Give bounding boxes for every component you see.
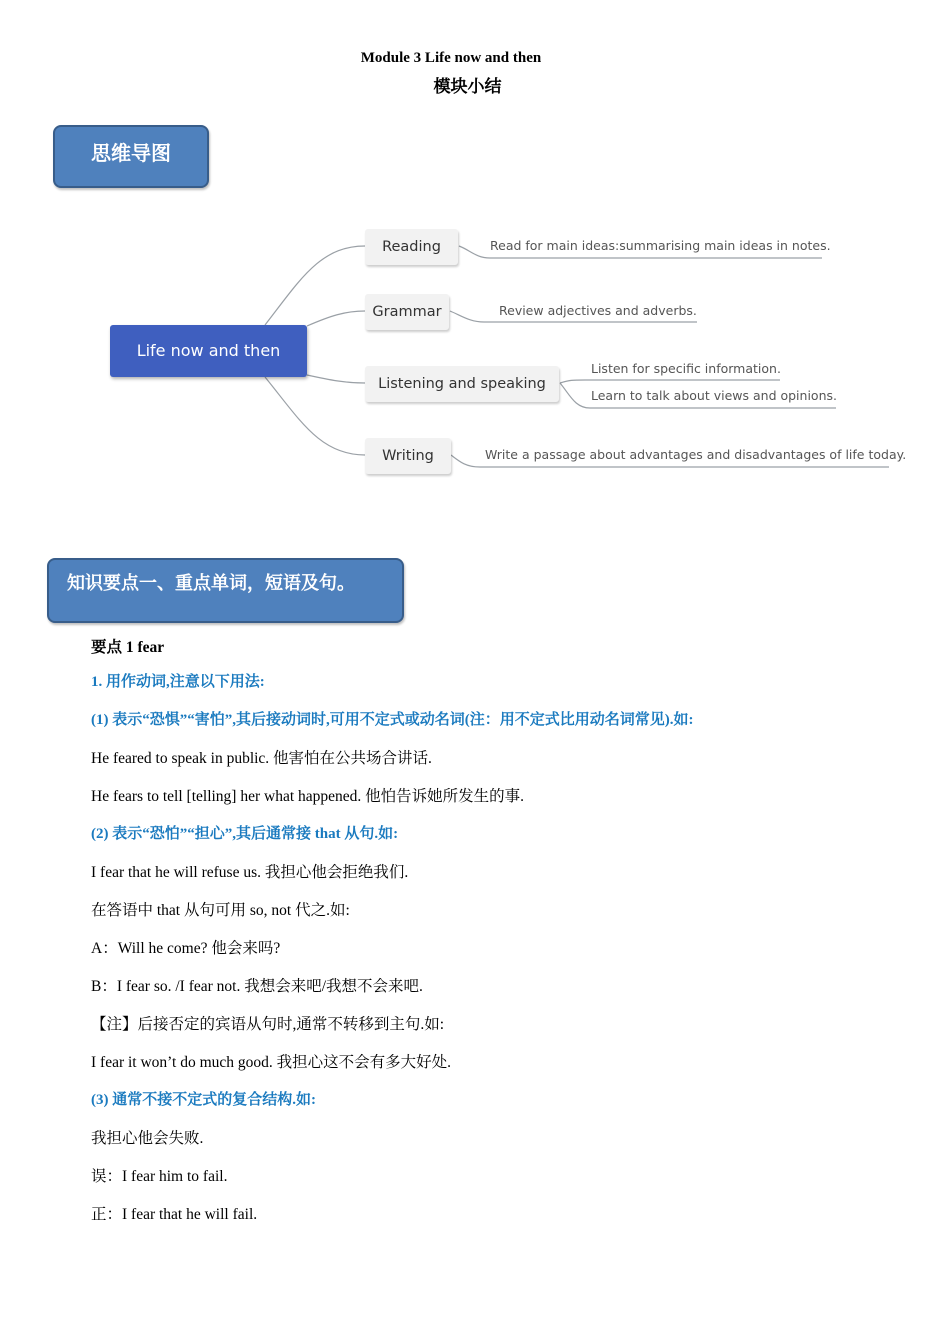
mindmap-leaf-speaking: Learn to talk about views and opinions. [591,388,837,403]
correct-example: 正：I fear that he will fail. [91,1206,258,1223]
mindmap-node-reading: Reading [365,229,458,265]
mindmap-node-grammar: Grammar [365,294,449,330]
document-title: Module 3 Life now and then [360,50,542,66]
usage-3-heading: (3) 通常不接不定式的复合结构.如: [91,1092,316,1108]
mindmap-leaf-grammar: Review adjectives and adverbs. [499,303,697,318]
section-heading-key-points: 知识要点一、重点单词，短语及句。 [47,558,404,623]
mindmap-node-listening-speaking: Listening and speaking [365,366,559,402]
example-line: He feared to speak in public. 他害怕在公共场合讲话. [91,750,432,767]
mindmap-root: Life now and then [110,325,307,377]
document-subtitle: 模块小结 [433,77,502,97]
usage-2-heading: (2) 表示“恐怕”“担心”,其后通常接 that 从句.如: [91,826,399,842]
mindmap-leaf-listening: Listen for specific information. [591,361,781,376]
mindmap-node-writing: Writing [365,438,451,474]
note-line: 在答语中 that 从句可用 so, not 代之.如: [91,902,350,919]
example-line: I fear it won’t do much good. 我担心这不会有多大好处. [91,1054,452,1071]
example-line: I fear that he will refuse us. 我担心他会拒绝我们. [91,864,409,881]
example-line: 我担心他会失败. [91,1130,204,1147]
usage-heading: 1. 用作动词,注意以下用法: [91,674,265,690]
example-line: He fears to tell [telling] her what happened. 他怕告诉她所发生的事. [91,788,525,805]
point-heading: 要点 1 fear [91,639,165,656]
mindmap-connectors [0,0,950,520]
note-line: 【注】后接否定的宾语从句时,通常不转移到主句.如: [91,1016,445,1033]
dialogue-b: B：I fear so. /I fear not. 我想会来吧/我想不会来吧. [91,978,423,995]
wrong-example: 误：I fear him to fail. [91,1168,228,1185]
mindmap-leaf-writing: Write a passage about advantages and disadvantages of life today. [485,447,907,462]
usage-1-heading: (1) 表示“恐惧”“害怕”,其后接动词时,可用不定式或动名词(注：用不定式比用动名词常见).如: [91,712,694,728]
dialogue-a: A：Will he come? 他会来吗? [91,940,281,957]
mindmap-leaf-reading: Read for main ideas:summarising main ideas in notes. [490,238,831,253]
section-heading-mindmap: 思维导图 [53,125,209,188]
